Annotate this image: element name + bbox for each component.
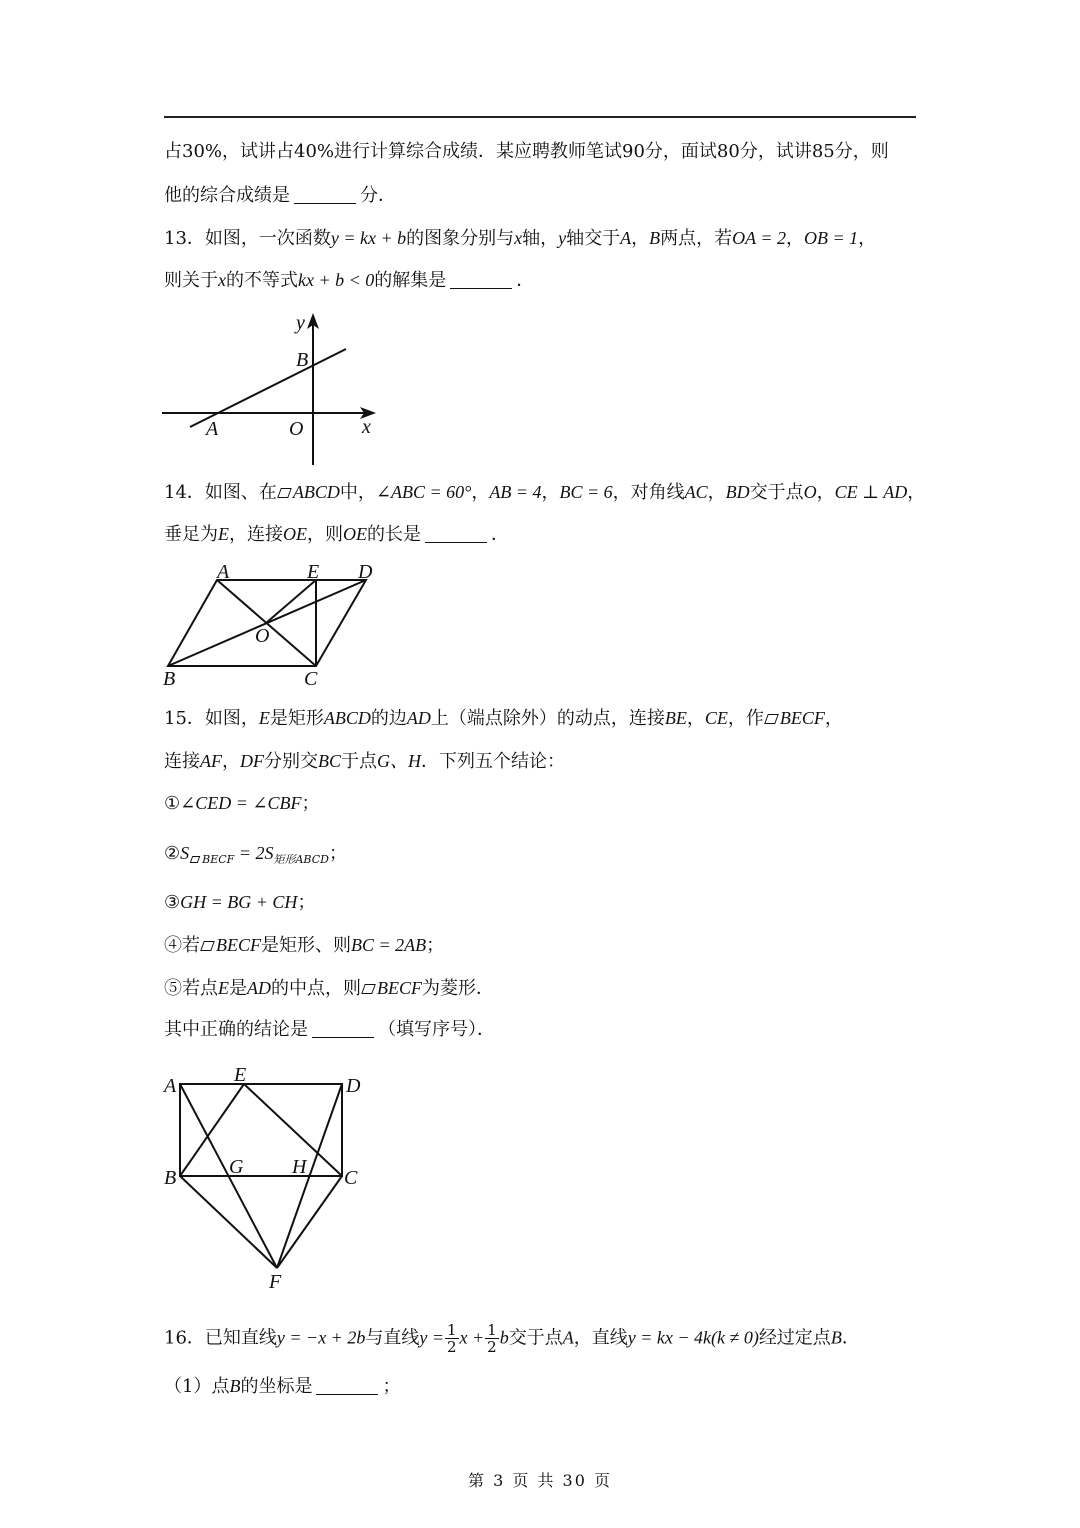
conclusion-3-math: GH = BG + CH: [180, 892, 298, 912]
label-B: B: [296, 349, 309, 371]
q15-e: E: [218, 978, 229, 998]
fraction-half: [445, 1322, 459, 1355]
q16-line2: [164, 1374, 944, 1399]
q16-eq1: y = −x + 2b: [276, 1327, 366, 1348]
label-H: H: [292, 1156, 307, 1178]
q15-text: 是矩形: [269, 708, 324, 729]
q15-text: 的边: [370, 708, 407, 729]
q13-B: B: [649, 228, 661, 248]
label-C: C: [304, 668, 318, 690]
q14-line1: [164, 480, 944, 505]
label-O: O: [255, 625, 270, 647]
q13-ob: OB = 1: [804, 228, 859, 248]
q15-becf: BECF: [216, 935, 261, 955]
q16-eq3: y = kx − 4k: [627, 1327, 711, 1348]
q16-b: B: [229, 1376, 241, 1396]
label-G: G: [229, 1156, 244, 1178]
q15-conclusion-1: [164, 791, 944, 816]
parallelogram-symbol: [361, 984, 376, 994]
subscript-becf: [189, 853, 234, 866]
q15-text: （填写序号）．: [378, 1019, 495, 1040]
q13-text: 的图象分别与: [406, 228, 515, 249]
q16-text: 交于点: [508, 1327, 563, 1349]
q15-df: DF: [240, 751, 264, 771]
label-C: C: [344, 1167, 358, 1189]
q15-question: [164, 1018, 944, 1042]
conclusion-number: ②: [164, 843, 181, 864]
label-D: D: [346, 1075, 361, 1097]
q13-text: 轴交于: [566, 228, 621, 249]
q14-text: 垂足为: [164, 524, 218, 545]
q16-eq2-x: x +: [459, 1327, 485, 1348]
q15-text: 分别交: [264, 751, 318, 772]
q15-ce: CE: [704, 708, 728, 728]
conclusion-number: ④若: [164, 935, 200, 956]
q16-eq2-b: b: [499, 1327, 509, 1348]
label-E: E: [234, 1064, 247, 1086]
q14-text: ，连接: [229, 524, 283, 545]
fraction-numerator: 1: [487, 1321, 497, 1339]
q13-x: x: [514, 228, 523, 248]
answer-blank: [312, 1019, 374, 1038]
conclusion-number: ⑤若点: [164, 978, 218, 999]
subscript-rect: 矩形ABCD: [273, 853, 329, 866]
q12-line2: [164, 184, 944, 208]
q13-line1: [164, 226, 944, 251]
q14-text: 对角线: [630, 482, 685, 503]
q16-end: ．: [841, 1327, 860, 1349]
label-A: A: [206, 418, 219, 440]
q14-comma: ，: [612, 482, 631, 503]
q14-ac: AC: [684, 482, 708, 502]
semicolon: ；: [301, 793, 320, 814]
conclusion-2-s: S: [180, 843, 190, 863]
q14-bc: BC = 6: [559, 482, 613, 502]
parallelogram-symbol: [277, 488, 292, 498]
q15-comma: ，: [222, 751, 240, 772]
q13-comma: ，: [631, 228, 650, 249]
q16-line1: [164, 1322, 944, 1355]
q15-ad: AD: [406, 708, 431, 728]
q14-oe: OE: [283, 524, 307, 544]
q15-abcd: ABCD: [323, 708, 371, 728]
answer-blank: [425, 524, 487, 543]
q15-text: ．下列五个结论：: [421, 751, 566, 772]
q13-text: 的解集是: [374, 270, 447, 291]
q16-text: ；: [382, 1376, 401, 1397]
conclusion-number: ③: [164, 892, 181, 913]
label-E: E: [307, 561, 320, 583]
q15-figure: [160, 1062, 380, 1297]
q15-text: 15．如图，: [164, 708, 259, 729]
label-A: A: [164, 1075, 177, 1097]
q15-conclusion-3: [164, 890, 944, 915]
semicolon: ；: [328, 843, 347, 864]
q16-text: （1）点: [164, 1376, 230, 1397]
q14-perp: CE ⊥ AD: [834, 482, 908, 502]
q13-comma: ，: [858, 228, 877, 249]
conclusion-4-math: BC = 2AB: [351, 935, 427, 955]
q15-line2: [164, 749, 944, 774]
q14-oe: OE: [343, 524, 367, 544]
q16-eq3-condition: (k ≠ 0): [710, 1327, 759, 1348]
q15-text: 于点: [341, 751, 378, 772]
q14-abcd: ABCD: [292, 482, 340, 502]
fraction-denominator: 2: [487, 1338, 497, 1356]
q12-text: 占30%，试讲占40%进行计算综合成绩．某应聘教师笔试90分，面试80分，试讲85分，则: [164, 141, 889, 162]
q13-text: 轴，: [522, 228, 559, 249]
q15-text: 的中点，则: [271, 978, 361, 999]
q14-bd: BD: [725, 482, 750, 502]
q15-bc: BC: [318, 751, 342, 771]
q12-text2: 他的综合成绩是: [164, 185, 290, 206]
q14-comma: ，: [816, 482, 835, 503]
q12-text3: 分．: [360, 185, 396, 206]
q15-text: 上（端点除外）的动点，连接: [430, 708, 665, 729]
q16-a: A: [562, 1327, 574, 1348]
q15-ad: AD: [247, 978, 271, 998]
parallelogram-symbol: [764, 714, 779, 724]
q16-text: ，直线: [573, 1327, 628, 1349]
label-x: x: [362, 416, 371, 438]
q13-text: 则关于: [164, 270, 218, 291]
q15-text: 作: [745, 708, 764, 729]
q13-line2: [164, 268, 944, 293]
q15-af: AF: [200, 751, 222, 771]
page-footer: 第 3 页 共 30 页: [468, 1471, 612, 1490]
fraction-denominator: 2: [446, 1338, 457, 1356]
q13-inequality: kx + b < 0: [298, 270, 375, 290]
q15-comma: ，: [824, 708, 843, 729]
q15-text: 其中正确的结论是: [164, 1019, 308, 1040]
q13-y: y: [558, 228, 567, 248]
conclusion-number: ①: [164, 793, 181, 814]
q15-be: BE: [664, 708, 687, 728]
q14-figure: [160, 558, 390, 693]
q14-text: 14．如图、在: [164, 482, 277, 503]
segment-cf: [277, 1176, 342, 1268]
q14-text: 的长是: [367, 524, 421, 545]
q14-comma: ，: [907, 482, 926, 503]
fraction-numerator: 1: [446, 1321, 457, 1339]
q14-o: O: [803, 482, 817, 502]
q14-text: ，则: [307, 524, 343, 545]
label-y: y: [296, 312, 305, 334]
q15-becf: BECF: [377, 978, 422, 998]
q13-text: 两点，若: [660, 228, 733, 249]
header-rule: [164, 116, 916, 118]
q15-text: 是矩形、则: [261, 935, 351, 956]
function-line: [190, 349, 346, 427]
q16-text: 的坐标是: [240, 1376, 313, 1397]
q15-gh: G、H: [377, 751, 422, 771]
q16-eq2-lhs: y =: [419, 1327, 444, 1348]
q13-comma: ，: [786, 228, 804, 249]
q13-x: x: [218, 270, 226, 290]
conclusion-2-mid: = 2S: [234, 843, 274, 863]
q16-text: 与直线: [365, 1327, 420, 1349]
q15-comma: ，: [727, 708, 746, 729]
q14-text: 中，: [339, 482, 376, 503]
q15-comma: ，: [686, 708, 705, 729]
q16-b: B: [830, 1327, 842, 1348]
answer-blank: [294, 185, 356, 204]
q14-line2: [164, 522, 944, 547]
answer-blank: [450, 270, 512, 289]
subscript-becf-text: BECF: [202, 853, 235, 866]
label-O: O: [289, 418, 304, 440]
label-F: F: [269, 1271, 282, 1293]
q15-conclusion-2: [164, 841, 944, 872]
label-B: B: [164, 1167, 177, 1189]
q13-end: ．: [516, 270, 535, 291]
label-D: D: [358, 561, 373, 583]
q14-comma: ，: [541, 482, 560, 503]
q15-conclusion-4: [164, 933, 944, 958]
q13-text: 13．如图，一次函数: [164, 228, 331, 249]
semicolon: ；: [426, 935, 445, 956]
q13-figure: [160, 305, 390, 470]
q14-angle: ∠ABC = 60°: [375, 482, 472, 502]
q15-text: 是: [229, 978, 247, 999]
parallelogram-symbol: [190, 856, 201, 863]
q15-becf: BECF: [779, 708, 825, 728]
q13-A: A: [620, 228, 632, 248]
label-A: A: [217, 561, 230, 583]
q15-conclusion-5: [164, 976, 944, 1001]
q16-text: 16．已知直线: [164, 1327, 277, 1349]
q14-comma: ，: [707, 482, 726, 503]
q12-line1: [164, 140, 944, 164]
fraction-half: [485, 1322, 499, 1355]
q15-e: E: [258, 708, 270, 728]
q13-text: 的不等式: [226, 270, 298, 291]
q14-comma: ，: [471, 482, 490, 503]
q16-text: 经过定点: [758, 1327, 831, 1349]
semicolon: ；: [297, 892, 316, 913]
q14-end: ．: [491, 524, 509, 545]
answer-blank: [316, 1376, 378, 1395]
q13-equation: y = kx + b: [330, 228, 407, 248]
q14-text: 交于点: [749, 482, 804, 503]
segment-oe: [266, 580, 316, 623]
q14-e: E: [218, 524, 229, 544]
q15-line1: [164, 706, 944, 731]
q15-text: 为菱形．: [422, 978, 494, 999]
parallelogram-symbol: [200, 941, 215, 951]
q13-oa: OA = 2: [732, 228, 786, 248]
conclusion-1-math: ∠CED = ∠CBF: [180, 793, 302, 813]
segment-bf: [180, 1176, 277, 1268]
q14-ab: AB = 4: [489, 482, 542, 502]
q15-text: 连接: [164, 751, 200, 772]
label-B: B: [163, 668, 176, 690]
